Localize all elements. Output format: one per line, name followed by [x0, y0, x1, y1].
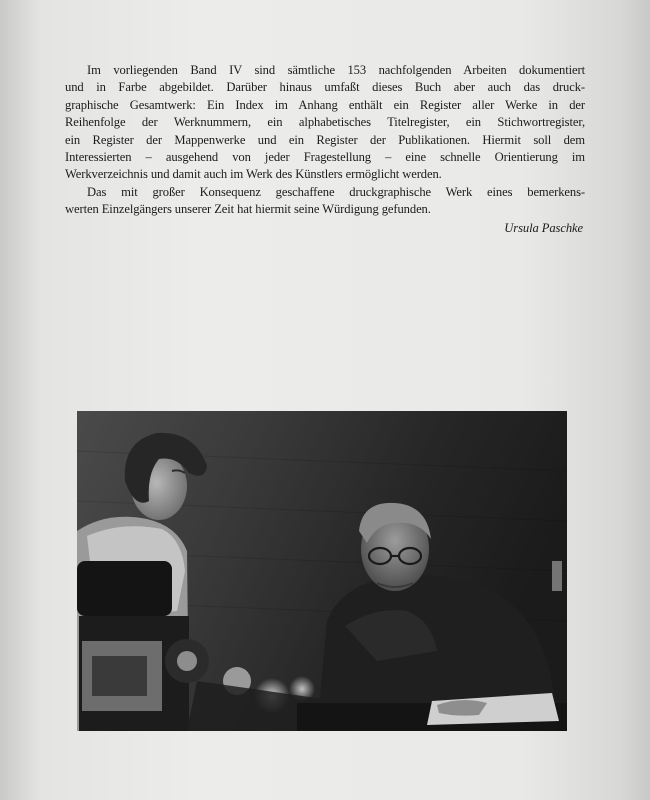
- author-signature: Ursula Paschke: [504, 220, 583, 235]
- text-line: ein Register der Mappenwerke und ein Register der Publikationen. Hiermit soll dem: [65, 132, 585, 147]
- text-line: graphische Gesamtwerk: Ein Index im Anhang enthält ein Register aller Werke in der: [65, 97, 585, 112]
- text-line: Im vorliegenden Band IV sind sämtliche 153 nachfolgenden Arbeiten dokumentiert: [87, 63, 585, 77]
- text-line: Das mit großer Konsequenz geschaffene druckgraphische Werk eines bemerkens-: [87, 184, 585, 199]
- text-line: werten Einzelgängers unserer Zeit hat hiermit seine Würdigung gefunden.: [65, 202, 431, 217]
- black-and-white-photograph: [77, 411, 567, 731]
- text-line: Werkverzeichnis und damit auch im Werk des Künstlers ermöglicht werden.: [65, 167, 442, 182]
- paragraph-1: [65, 62, 585, 184]
- text-line: Reihenfolge der Werknummern, ein alphabetisches Titelregister, ein Stichwortregister,: [65, 115, 585, 130]
- text-line: Interessierten – ausgehend von jeder Fragestellung – eine schnelle Orientierung im: [65, 149, 585, 164]
- paragraph-2: [65, 184, 585, 219]
- text-line: und in Farbe abgebildet. Darüber hinaus umfaßt dieses Buch aber auch das druck-: [65, 80, 585, 95]
- body-text: [65, 62, 585, 237]
